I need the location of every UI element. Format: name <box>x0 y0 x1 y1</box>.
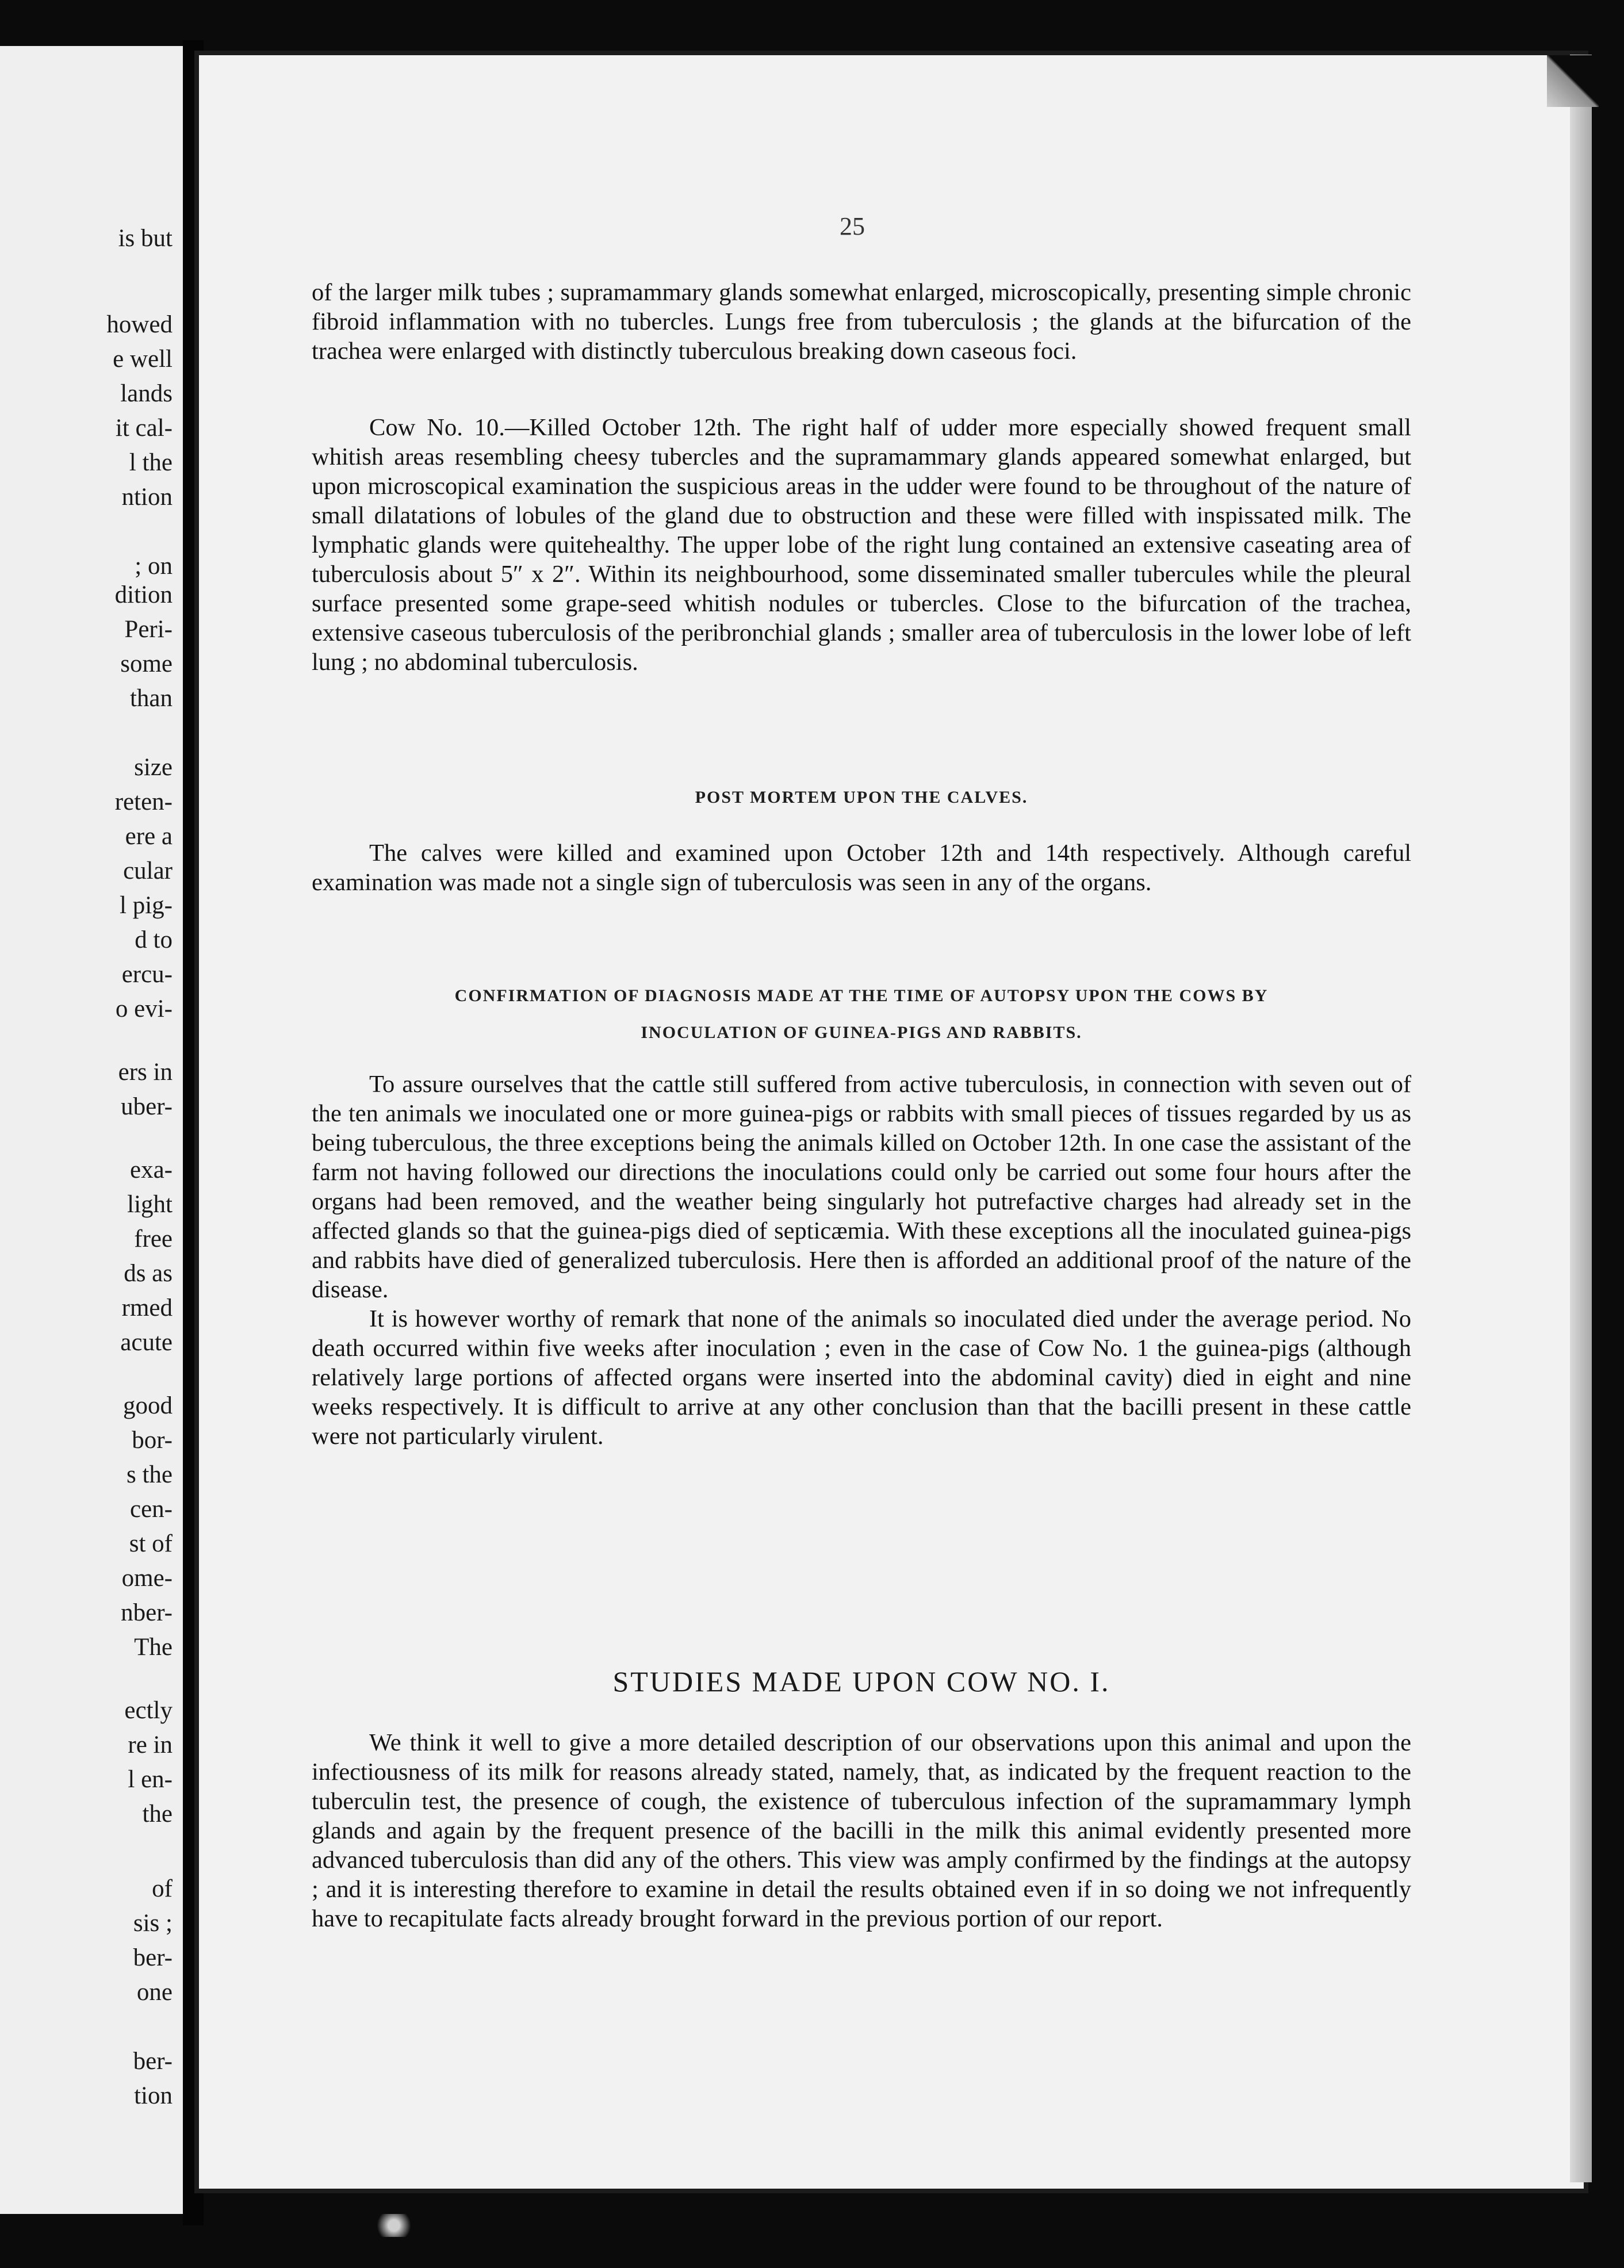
left-page-line: l the <box>129 449 173 476</box>
left-page-line: exa- <box>130 1156 173 1183</box>
paragraph-calves <box>312 838 1411 897</box>
left-page-line: ds as <box>124 1260 173 1287</box>
left-page-line: ntion <box>121 484 173 511</box>
left-page-line: free <box>134 1225 173 1252</box>
paragraph-5: It is however worthy of remark that none of the animals so inoculated died under the average period. No death occurred within five weeks after inoculation ; even in the case of Cow No. 1 the guinea-pigs (although relatively large portions of affected organs were inserted into the abdominal cavity) died in eight and nine weeks respectively. It is difficult to arrive at any other conclusion than that the bacilli present in these cattle were not particularly virulent. <box>312 1305 1411 1450</box>
left-page-line: lands <box>120 380 173 407</box>
left-page-line: Peri- <box>124 616 173 643</box>
left-page-line: light <box>127 1191 173 1218</box>
left-page-line: it cal- <box>115 415 173 442</box>
left-page-line: cen- <box>130 1496 173 1523</box>
heading-1-text: POST MORTEM UPON THE CALVES. <box>695 788 1028 807</box>
left-page-line: nber- <box>121 1599 173 1626</box>
left-page-line: d to <box>135 926 173 953</box>
paragraphs-inoculation <box>312 1070 1411 1451</box>
left-page-line: l pig- <box>120 892 173 919</box>
paragraph-1: of the larger milk tubes ; supramammary glands somewhat enlarged, microscopically, presenting simple chronic fibroid inflammation with no tubercles. Lungs free from tuberculosis ; the glands at the bifurcation of the trachea were enlarged with distinctly tuberculous breaking down caseous foci. <box>312 279 1411 365</box>
left-page-line: ; on <box>135 553 173 580</box>
page-number: 25 <box>840 212 865 240</box>
left-page-line: ber- <box>133 2048 173 2075</box>
paragraph-4: To assure ourselves that the cattle still suffered from active tuberculosis, in connection with seven out of the ten animals we inoculated one or more guinea-pigs or rabbits with small pieces of tissues regarded by us as being tuberculous, the three exceptions being the animals killed on October 12th. In one case the assistant of the farm not having followed our directions the inoculations could only be carried out some four hours after the organs had been removed, and the weather being singularly hot putrefactive charges had already set in the affected glands so that the guinea-pigs died of septicæmia. With these exceptions all the inoculated guinea-pigs and rabbits have died of generalized tuberculosis. Here then is afforded an additional proof of the nature of the disease. <box>312 1071 1411 1303</box>
paragraph-continuation <box>312 278 1411 366</box>
paragraph-6: We think it well to give a more detailed description of our observations upon this animal and upon the infectiousness of its milk for reasons already stated, namely, that, as indicated by the frequent reaction to the tuberculin test, the presence of cough, the existence of tuberculous infection of the supramammary lymph glands and again by the frequent presence of the bacilli in the milk this animal evidently presented more advanced tuberculosis than did any of the others. This view was amply confirmed by the findings at the autopsy ; and it is interesting therefore to examine in detail the results obtained even if in so doing we not infrequently have to recapitulate facts already brought forward in the previous portion of our report. <box>312 1729 1411 1932</box>
left-page-line: of <box>152 1875 173 1902</box>
left-page-line: is but <box>118 225 173 252</box>
heading-post-mortem-calves <box>312 779 1411 816</box>
page-edge <box>1570 55 1592 2182</box>
left-page-line: the <box>142 1800 173 1828</box>
heading-studies-cow-1 <box>312 1665 1411 1698</box>
heading-2-line-1: CONFIRMATION OF DIAGNOSIS MADE AT THE TIME OF AUTOPSY UPON THE COWS BY <box>454 986 1269 1005</box>
left-page-line: e well <box>113 346 173 373</box>
left-page-line: ber- <box>133 1944 173 1971</box>
corner-fold <box>1547 55 1599 107</box>
scan-speck <box>368 2214 420 2237</box>
left-page-line: good <box>123 1392 173 1419</box>
left-page-line: acute <box>120 1329 173 1356</box>
left-page-line: bor- <box>132 1427 173 1454</box>
paragraph-studies <box>312 1728 1411 1933</box>
paragraph-2: Cow No. 10.—Killed October 12th. The right half of udder more especially showed frequent small whitish areas resembling cheesy tubercles and the supramammary glands appeared somewhat enlarged, but upon microscopical examination the suspicious areas in the udder were found to be throughout of the nature of small dilatations of lobules of the gland due to obstruction and these were filled with inspissated milk. The lymphatic glands were quitehealthy. The upper lobe of the right lung contained an extensive caseating area of tuberculosis about 5″ x 2″. Within its neighbourhood, some disseminated smaller tubercules while the pleural surface presented some grape-seed whitish nodules or tubercles. Close to the bifurcation of the trachea, extensive caseous tuberculosis of the peribronchial glands ; smaller area of tuberculosis in the lower lobe of left lung ; no abdominal tuberculosis. <box>312 414 1411 676</box>
heading-confirmation <box>312 978 1411 1051</box>
heading-3-text: STUDIES MADE UPON COW NO. I. <box>612 1665 1110 1698</box>
left-page-line: dition <box>114 581 173 608</box>
left-page-line: s the <box>126 1461 173 1488</box>
left-page-line: reten- <box>114 788 173 815</box>
left-page-line: one <box>136 1979 173 2006</box>
paragraph-cow-10 <box>312 413 1411 677</box>
left-page-line: some <box>120 650 173 677</box>
left-page-line: re in <box>128 1731 173 1759</box>
left-page-line: tion <box>134 2082 173 2109</box>
left-page-line: ectly <box>124 1697 173 1724</box>
left-page-line: ercu- <box>121 961 173 988</box>
left-page-line: cular <box>123 857 173 884</box>
left-page-line: size <box>134 754 173 781</box>
left-page-line: ers in <box>118 1059 173 1086</box>
left-page-line: uber- <box>121 1093 173 1120</box>
left-page-line: than <box>129 685 173 712</box>
left-page-line: l en- <box>128 1766 173 1793</box>
left-page-line: howed <box>106 311 173 338</box>
paragraph-3: The calves were killed and examined upon October 12th and 14th respectively. Although careful examination was made not a single sign of tuberculosis was seen in any of the organs. <box>312 840 1411 896</box>
left-page-line: rmed <box>121 1294 173 1321</box>
left-page-line: o evi- <box>115 995 173 1022</box>
left-page-line: ome- <box>121 1565 173 1592</box>
heading-2-line-2: INOCULATION OF GUINEA-PIGS AND RABBITS. <box>641 1023 1082 1042</box>
left-page-line: sis ; <box>133 1910 173 1937</box>
left-page-line: st of <box>129 1530 173 1557</box>
left-page-line: The <box>134 1634 173 1661</box>
left-page-line: ere a <box>125 823 173 850</box>
left-page-fragment <box>0 46 183 2214</box>
